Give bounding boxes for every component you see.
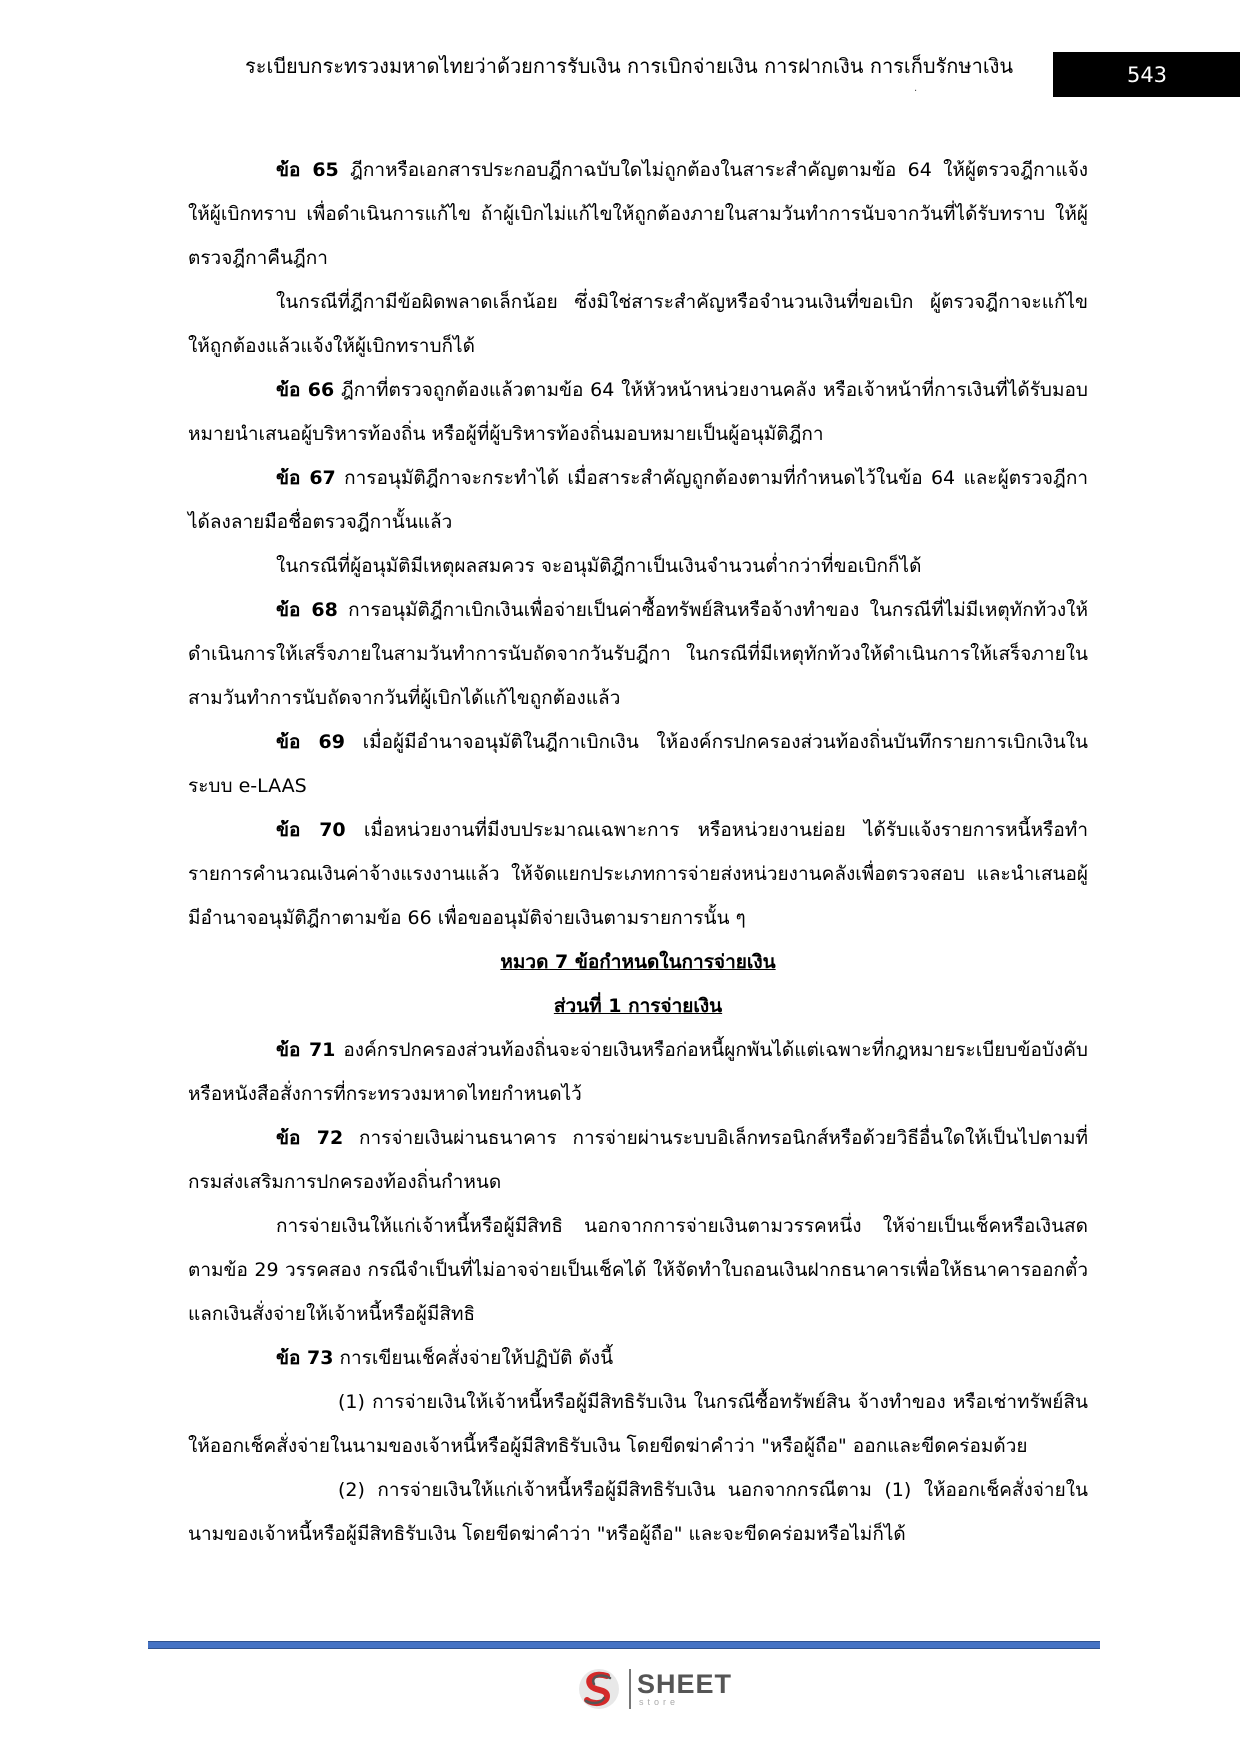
clause-68 <box>188 588 1088 720</box>
logo-subtext: store <box>639 1697 680 1707</box>
clause-label: ข้อ 71 <box>276 1039 336 1061</box>
clause-72-paragraph-2: การจ่ายเงินให้แก่เจ้าหนี้หรือผู้มีสิทธิ นอกจากการจ่ายเงินตามวรรคหนึ่ง ให้จ่ายเป็นเช็คหรือเงินสดตามข้อ 29 วรรคสอง กรณีจำเป็นที่ไม่อาจจ่ายเป็นเช็คได้ ให้จัดทำใบถอนเงินฝากธนาคารเพื่อให้ธนาคารออกตั๋วแลกเงินสั่งจ่ายให้เจ้าหนี้หรือผู้มีสิทธิ <box>188 1215 1088 1325</box>
footer-logo <box>577 1664 732 1714</box>
footer-rule <box>148 1641 1100 1649</box>
chapter-heading: หมวด 7 ข้อกำหนดในการจ่ายเงิน <box>500 951 776 973</box>
clause-label: ข้อ 68 <box>276 599 338 621</box>
clause-text: การเขียนเช็คสั่งจ่ายให้ปฏิบัติ ดังนี้ <box>333 1347 614 1369</box>
clause-73 <box>188 1336 1088 1380</box>
page-number: 543 <box>1126 62 1168 87</box>
clause-73-item-1: (1) การจ่ายเงินให้เจ้าหนี้หรือผู้มีสิทธิรับเงิน ในกรณีซื้อทรัพย์สิน จ้างทำของ หรือเช่าทรัพย์สินให้ออกเช็คสั่งจ่ายในนามของเจ้าหนี้หรือผู้มีสิทธิรับเงิน โดยขีดฆ่าคำว่า "หรือผู้ถือ" ออกและขีดคร่อมด้วย <box>188 1391 1088 1457</box>
clause-70 <box>188 808 1088 940</box>
header-dot: . <box>914 83 918 94</box>
clause-72 <box>188 1116 1088 1204</box>
sheet-store-logo-icon <box>577 1664 625 1714</box>
logo-text: SHEET <box>637 1669 733 1699</box>
clause-label: ข้อ 73 <box>276 1347 334 1369</box>
clause-69 <box>188 720 1088 808</box>
clause-66 <box>188 368 1088 456</box>
clause-73-item-2: (2) การจ่ายเงินให้แก่เจ้าหนี้หรือผู้มีสิทธิรับเงิน นอกจากกรณีตาม (1) ให้ออกเช็คสั่งจ่ายในนามของเจ้าหนี้หรือผู้มีสิทธิรับเงิน โดยขีดฆ่าคำว่า "หรือผู้ถือ" และจะขีดคร่อมหรือไม่ก็ได้ <box>188 1479 1088 1545</box>
clause-71 <box>188 1028 1088 1116</box>
clause-67-paragraph-2: ในกรณีที่ผู้อนุมัติมีเหตุผลสมควร จะอนุมัติฎีกาเป็นเงินจำนวนต่ำกว่าที่ขอเบิกก็ได้ <box>276 555 922 577</box>
clause-text: เมื่อหน่วยงานที่มีงบประมาณเฉพาะการ หรือหน่วยงานย่อย ได้รับแจ้งรายการหนี้หรือทำรายการคำนวณเงินค่าจ้างแรงงานแล้ว ให้จัดแยกประเภทการจ่ายส่งหน่วยงานคลังเพื่อตรวจสอบ และนำเสนอผู้มีอำนาจอนุมัติฎีกาตามข้อ 66 เพื่อขออนุมัติจ่ายเงินตามรายการนั้น ๆ <box>188 819 1088 929</box>
clause-label: ข้อ 65 <box>276 159 339 181</box>
header-title: ระเบียบกระทรวงมหาดไทยว่าด้วยการรับเงิน การเบิกจ่ายเงิน การฝากเงิน การเก็บรักษาเงิน <box>245 54 1014 78</box>
clause-text: การจ่ายเงินผ่านธนาคาร การจ่ายผ่านระบบอิเล็กทรอนิกส์หรือด้วยวิธีอื่นใดให้เป็นไปตามที่กรมส่งเสริมการปกครองท้องถิ่นกำหนด <box>188 1127 1088 1193</box>
clause-text: ฎีกาที่ตรวจถูกต้องแล้วตามข้อ 64 ให้หัวหน้าหน่วยงานคลัง หรือเจ้าหน้าที่การเงินที่ได้รับมอบหมายนำเสนอผู้บริหารท้องถิ่น หรือผู้ที่ผู้บริหารท้องถิ่นมอบหมายเป็นผู้อนุมัติฎีกา <box>188 379 1088 445</box>
clause-label: ข้อ 69 <box>276 731 345 753</box>
clause-label: ข้อ 70 <box>276 819 346 841</box>
part-heading: ส่วนที่ 1 การจ่ายเงิน <box>553 995 723 1017</box>
clause-text: องค์กรปกครองส่วนท้องถิ่นจะจ่ายเงินหรือก่อหนี้ผูกพันได้แต่เฉพาะที่กฎหมายระเบียบข้อบังคับ หรือหนังสือสั่งการที่กระทรวงมหาดไทยกำหนดไว้ <box>188 1039 1088 1105</box>
clause-text: การอนุมัติฎีกาจะกระทำได้ เมื่อสาระสำคัญถูกต้องตามที่กำหนดไว้ในข้อ 64 และผู้ตรวจฎีกาได้ลงลายมือชื่อตรวจฎีกานั้นแล้ว <box>188 467 1088 533</box>
clause-65-paragraph-2: ในกรณีที่ฎีกามีข้อผิดพลาดเล็กน้อย ซึ่งมิใช่สาระสำคัญหรือจำนวนเงินที่ขอเบิก ผู้ตรวจฎีกาจะแก้ไขให้ถูกต้องแล้วแจ้งให้ผู้เบิกทราบก็ได้ <box>188 291 1088 357</box>
document-body <box>188 148 1088 1556</box>
logo-divider <box>629 1669 631 1709</box>
clause-65 <box>188 148 1088 280</box>
clause-67 <box>188 456 1088 544</box>
clause-text: การอนุมัติฎีกาเบิกเงินเพื่อจ่ายเป็นค่าซื้อทรัพย์สินหรือจ้างทำของ ในกรณีที่ไม่มีเหตุทักท้วงให้ดำเนินการให้เสร็จภายในสามวันทำการนับถัดจากวันรับฎีกา ในกรณีที่มีเหตุทักท้วงให้ดำเนินการให้เสร็จภายในสามวันทำการนับถัดจากวันที่ผู้เบิกได้แก้ไขถูกต้องแล้ว <box>188 599 1088 709</box>
page-number-badge <box>1053 52 1240 97</box>
logo-wordmark <box>637 1671 732 1707</box>
clause-text: ฎีกาหรือเอกสารประกอบฎีกาฉบับใดไม่ถูกต้องในสาระสำคัญตามข้อ 64 ให้ผู้ตรวจฎีกาแจ้งให้ผู้เบิกทราบ เพื่อดำเนินการแก้ไข ถ้าผู้เบิกไม่แก้ไขให้ถูกต้องภายในสามวันทำการนับจากวันที่ได้รับทราบ ให้ผู้ตรวจฎีกาคืนฎีกา <box>188 159 1088 269</box>
clause-label: ข้อ 67 <box>276 467 336 489</box>
clause-text: เมื่อผู้มีอำนาจอนุมัติในฎีกาเบิกเงิน ให้องค์กรปกครองส่วนท้องถิ่นบันทึกรายการเบิกเงินในระบบ e-LAAS <box>188 731 1088 797</box>
clause-label: ข้อ 72 <box>276 1127 344 1149</box>
clause-label: ข้อ 66 <box>276 379 335 401</box>
